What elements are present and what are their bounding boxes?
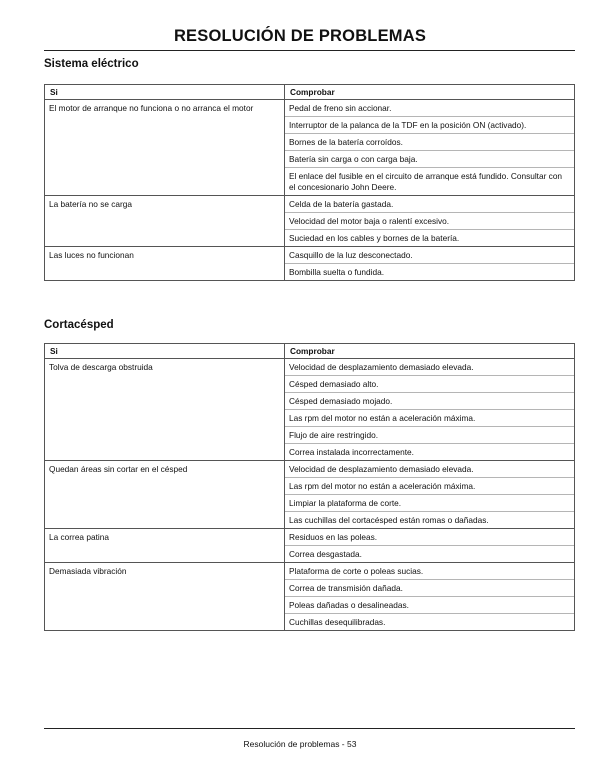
check-item: Plataforma de corte o poleas sucias. xyxy=(289,566,424,576)
check-item: Casquillo de la luz desconectado. xyxy=(289,250,413,260)
check-item: Las rpm del motor no están a aceleración máxima. xyxy=(285,409,574,426)
check-item: Correa instalada incorrectamente. xyxy=(285,443,574,460)
table-row xyxy=(45,359,575,461)
condition-cell: La batería no se carga xyxy=(45,196,285,247)
table-row xyxy=(45,100,575,196)
check-item: Velocidad del motor baja o ralentí excesivo. xyxy=(285,212,574,229)
check-item: Las cuchillas del cortacésped están romas o dañadas. xyxy=(285,511,574,528)
table-header-row xyxy=(45,85,575,100)
check-item: Pedal de freno sin accionar. xyxy=(289,103,392,113)
section-heading-electrical: Sistema eléctrico xyxy=(44,58,139,70)
check-item: Bornes de la batería corroídos. xyxy=(285,133,574,150)
condition-cell: Demasiada vibración xyxy=(45,563,285,631)
electrical-troubleshooting-table xyxy=(44,84,575,281)
mower-troubleshooting-table xyxy=(44,343,575,631)
condition-cell: El motor de arranque no funciona o no arranca el motor xyxy=(45,100,285,196)
condition-cell: Las luces no funcionan xyxy=(45,247,285,281)
check-item: Correa desgastada. xyxy=(285,545,574,562)
check-item: Velocidad de desplazamiento demasiado elevada. xyxy=(289,362,474,372)
condition-cell: La correa patina xyxy=(45,529,285,563)
table-row xyxy=(45,529,575,563)
page-footer: Resolución de problemas - 53 xyxy=(243,739,357,749)
check-item: El enlace del fusible en el circuito de arranque está fundido. Consultar con el concesionario John Deere. xyxy=(285,167,574,195)
check-cell xyxy=(285,100,575,196)
check-cell xyxy=(285,563,575,631)
check-cell xyxy=(285,247,575,281)
column-header-if: Si xyxy=(45,344,285,359)
column-header-check: Comprobar xyxy=(285,344,575,359)
table-row xyxy=(45,247,575,281)
check-item: Suciedad en los cables y bornes de la batería. xyxy=(285,229,574,246)
table-header-row xyxy=(45,344,575,359)
title-divider xyxy=(44,50,575,51)
check-item: Celda de la batería gastada. xyxy=(289,199,394,209)
condition-cell: Quedan áreas sin cortar en el césped xyxy=(45,461,285,529)
check-item: Correa de transmisión dañada. xyxy=(285,579,574,596)
footer-divider xyxy=(44,728,575,729)
check-item: Césped demasiado alto. xyxy=(285,375,574,392)
check-item: Velocidad de desplazamiento demasiado elevada. xyxy=(289,464,474,474)
check-cell xyxy=(285,359,575,461)
check-item: Batería sin carga o con carga baja. xyxy=(285,150,574,167)
check-item: Las rpm del motor no están a aceleración máxima. xyxy=(285,477,574,494)
check-item: Limpiar la plataforma de corte. xyxy=(285,494,574,511)
check-item: Interruptor de la palanca de la TDF en la posición ON (activado). xyxy=(285,116,574,133)
check-item: Residuos en las poleas. xyxy=(289,532,378,542)
check-item: Flujo de aire restringido. xyxy=(285,426,574,443)
check-item: Poleas dañadas o desalineadas. xyxy=(285,596,574,613)
check-cell xyxy=(285,461,575,529)
table-row xyxy=(45,196,575,247)
check-item: Bombilla suelta o fundida. xyxy=(285,263,574,280)
condition-cell: Tolva de descarga obstruida xyxy=(45,359,285,461)
check-cell xyxy=(285,529,575,563)
check-cell xyxy=(285,196,575,247)
column-header-if: Si xyxy=(45,85,285,100)
column-header-check: Comprobar xyxy=(285,85,575,100)
table-row xyxy=(45,563,575,631)
section-heading-mower: Cortacésped xyxy=(44,319,114,331)
page-title: RESOLUCIÓN DE PROBLEMAS xyxy=(173,27,427,45)
table-row xyxy=(45,461,575,529)
check-item: Césped demasiado mojado. xyxy=(285,392,574,409)
check-item: Cuchillas desequilibradas. xyxy=(285,613,574,630)
